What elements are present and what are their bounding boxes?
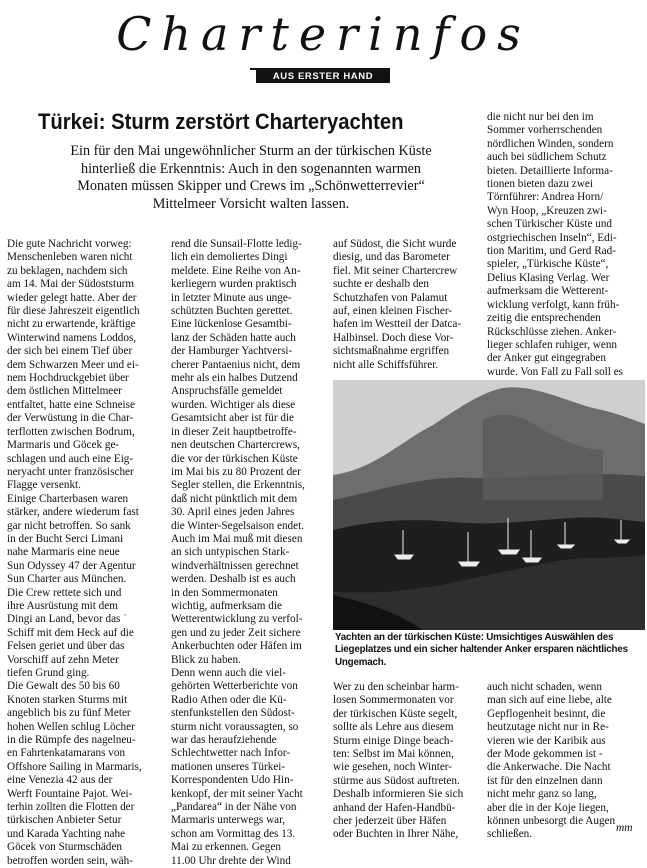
column-3-text: auf Südost, die Sicht wurde diesig, und das Barometer fiel. Mit seiner Chartercrew suchte er deshalb den Schutzhafen von Palamut auf, einen kleinen Fischer- hafen im Westteil der Datca- Halbinsel. Doch diese Vor- sichtsmaßnahme ergriffen nicht alle Schiffsführer.	[333, 238, 462, 371]
bay-photo	[333, 380, 645, 630]
column-6-text: auch nicht schaden, wenn man sich auf eine liebe, alte Gepflogenheit besinnt, die heutzutage nicht nur in Re- vieren wie der Karibik aus der Mode gekommen ist - die Ankerwache. Die Nacht ist für den einzelnen dann nicht mehr ganz so lang, aber die in der Koje liegen, können unbesorgt die Augen schließen.	[487, 681, 616, 841]
article-column-6	[487, 681, 645, 842]
article-column-2	[171, 238, 331, 868]
article-column-3	[333, 238, 485, 372]
article-column-4	[487, 111, 645, 379]
article-column-1	[7, 238, 167, 868]
article-headline: Türkei: Sturm zerstört Charteryachten	[38, 109, 404, 134]
column-1-text: Die gute Nachricht vorweg: Menschenleben waren nicht zu beklagen, nachdem sich am 14. Mai der Südoststurm wieder gelegt hatte. Aber der für diese Jahreszeit eigentlich nicht zu erwartende, kräftige Winterwind namens Loddos, der sich bei einem Tief über dem Schwarzen Meer und ei- nem Hochdruckgebiet über dem östlichen Mittelmeer entfaltet, hatte eine Schneise der Verwüstung in die Char- terflotten zwischen Bodrum, Marmaris und Göcek ge- schlagen und auch eine Eig- neryacht unter französischer Flagge versenkt. Einige Charterbasen waren stärker, andere wiederum fast gar nicht betroffen. So sank in der Bucht Serci Limani nahe Marmaris eine neue Sun Odyssey 47 der Agentur Sun Charter aus München. Die Crew rettete sich und ihre Ausrüstung mit dem Dingi an Land, bevor das ˙ Schiff mit dem Heck auf die Felsen geriet und über das Vorschiff auf zehn Meter tiefen Grund ging. Die Gewalt des 50 bis 60 Knoten starken Sturms mit angeblich bis zu fünf Meter hohen Wellen schlug Löcher in die Rümpfe des nagelneu- en Fahrtenkatamarans von Offshore Sailing in Marmaris, eine Venezia 42 aus der Werft Fountaine Pajot. Wei- terhin zollten die Flotten der türkischen Anbieter Setur und Karada Yachting nahe Göcek von Sturmschäden betroffen worden sein, wäh-	[7, 238, 142, 867]
column-4-text: die nicht nur bei den im Sommer vorherrschenden nördlichen Winden, sondern auch bei südlichem Schutz bieten. Detaillierte Informa- tionen bieten dazu zwei Törnführer: Andrea Horn/ Wyn Hoop, „Kreuzen zwi- schen Türkischer Küste und ostgriechischen Inseln“, Edi- tion Maritim, und Gerd Rad- spieler, „Türkische Küste“, Delius Klasing Verlag. Wer aufmerksam die Wetterent- wicklung verfolgt, kann früh- zeitig die entsprechenden Rückschlüsse ziehen. Anker- lieger schlafen ruhiger, wenn der Anker gut eingegraben wurde. Von Fall zu Fall soll es	[487, 111, 624, 378]
magazine-section-title: Charterinfos	[116, 7, 531, 61]
article-lead: Ein für den Mai ungewöhnlicher Sturm an der türkischen Küste hinterließ die Erkenntnis: Auch in den sogenannten warmen Monaten müssen Skipper und Crews im „Schönwetterrevier“ Mittelmeer Vorsicht walten lassen.	[70, 143, 432, 212]
column-5-text: Wer zu den scheinbar harm- losen Sommermonaten vor der türkischen Küste segelt, sollte als Lehre aus diesem Sturm einige Dinge beach- ten: Selbst im Mai können, wie gesehen, noch Winter- stürme aus Südost auftreten. Deshalb informieren Sie sich anhand der Hafen-Handbü- cher jederzeit über Häfen oder Buchten in Ihrer Nähe,	[333, 681, 464, 841]
photo-caption: Yachten an der türkischen Küste: Umsichtiges Auswählen des Liegeplatzes und ein sicher haltender Anker ersparen nächtliches Ungemach.	[335, 632, 628, 668]
yachts-in-bay-illustration	[333, 380, 645, 630]
article-column-5	[333, 681, 485, 842]
author-signature: mm	[616, 822, 633, 834]
column-2-text: rend die Sunsail-Flotte ledig- lich ein demoliertes Dingi meldete. Eine Reihe von An- kerliegern wurden praktisch in letzter Minute aus unge- schützten Buchten gerettet. Eine lückenlose Gesamtbi- lanz der Schäden hatte auch der Hamburger Yachtversi- cherer Pantaenius nicht, dem mehr als ein halbes Dutzend Anspruchsfälle gemeldet wurden. Wichtiger als diese Gesamtsicht aber ist für die in dieser Zeit hauptbetroffe- nen deutschen Chartercrews, die vor der türkischen Küste im Mai bis zu 80 Prozent der Segler stellen, die Erkenntnis, daß nicht pünktlich mit dem 30. April eines jeden Jahres die Winter-Segelsaison endet. Auch im Mai muß mit diesen an sich untypischen Stark- windverhältnissen gerechnet werden. Deshalb ist es auch in den Sommermonaten wichtig, aufmerksam die Wetterentwicklung zu verfol- gen und zu jeder Zeit sichere Ankerbuchten oder Häfen im Blick zu haben. Denn wenn auch die viel- gehörten Wetterberichte von Radio Athen oder die Kü- stenfunkstellen den Südost- sturm nicht voraussagten, so war das heraufziehende Schlechtwetter nach Infor- mationen unseres Türkei- Korrespondenten Udo Hin- kenkopf, der mit seiner Yacht „Pandarea“ in der Nähe von Marmaris unterwegs war, schon am Vormittag des 13. Mai zu erkennen. Gegen 11.00 Uhr drehte der Wind	[171, 238, 305, 867]
section-banner: AUS ERSTER HAND	[256, 70, 390, 83]
